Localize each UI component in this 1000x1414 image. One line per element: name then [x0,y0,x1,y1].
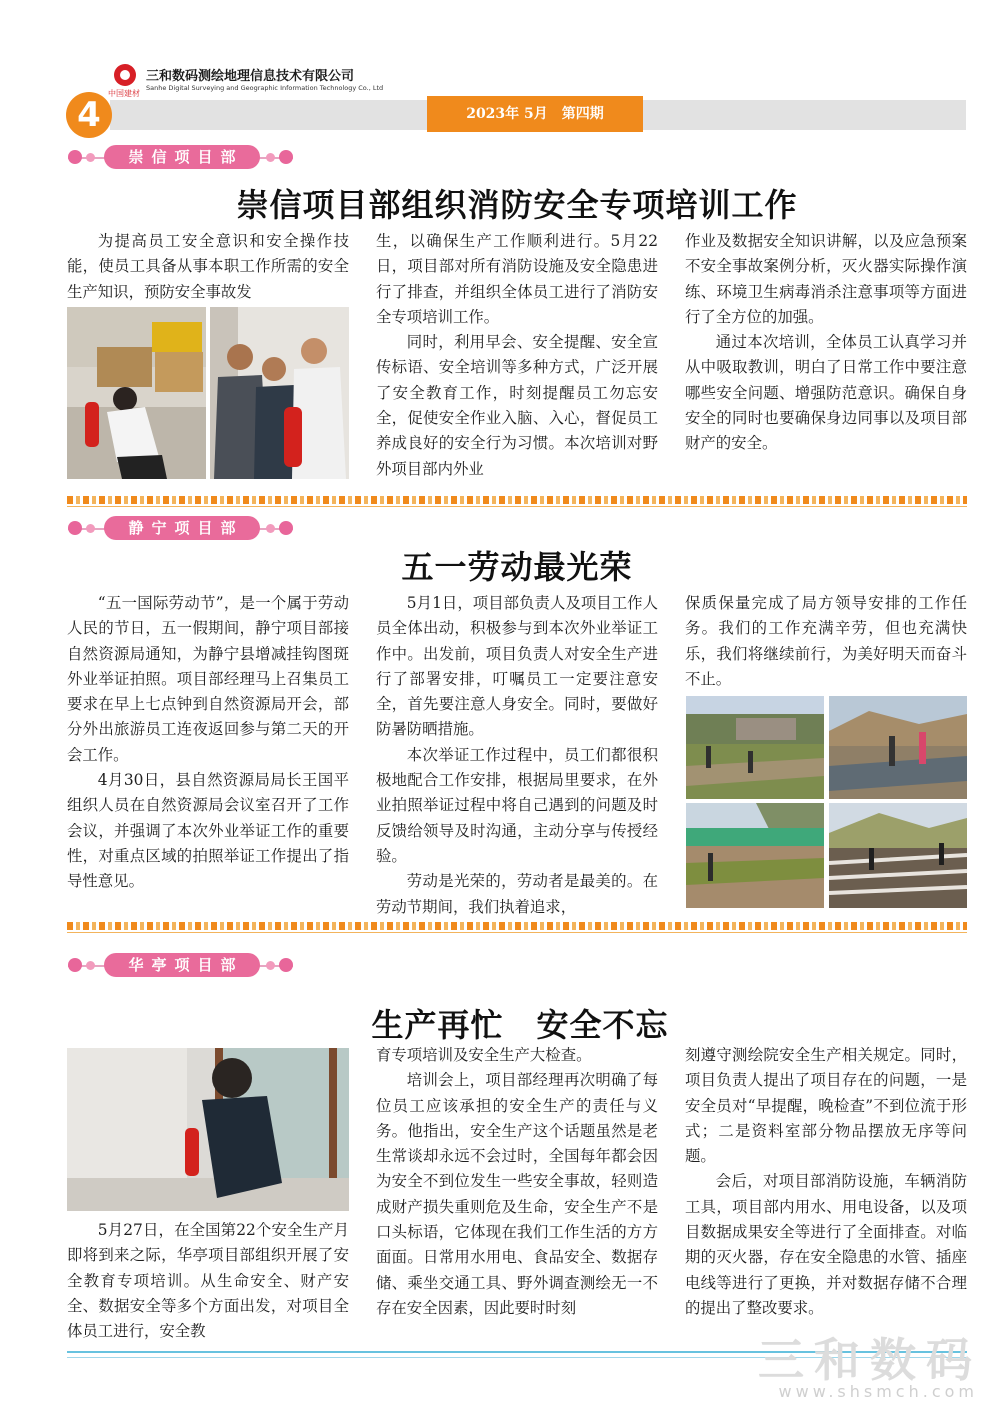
paragraph: 培训会上，项目部经理再次明确了每位员工应该承担的安全生产的责任与义务。他指出，安全生产这个话题虽然是老生常谈却永远不会过时，全国每年都会因为安全不到位发生一些安全事故，轻则造成财产损失重则危及生命，安全生产不是口头标语，它体现在我们工作生活的方方面面。日常用水用电、食品安全、数据存储、乘坐交通工具、野外调查测绘无一不存在安全因素，因此要时时刻 [376,1071,658,1317]
flower-icon [86,153,95,162]
flower-icon [68,521,82,535]
flower-icon [86,961,95,970]
section-divider-line [67,506,967,507]
paragraph: 生，以确保生产工作顺利进行。5月22日，项目部对所有消防设施及安全隐患进行了排查，并组织全体员工进行了消防安全专项培训工作。 [376,232,658,326]
article-column [376,591,658,920]
logo-caption: 中国建材 [108,89,140,98]
article-column [67,229,349,305]
section-divider-line [67,932,967,933]
section-tag-label: 华亭项目部 [104,953,260,977]
paragraph: 育专项培训及安全生产大检查。 [376,1046,592,1064]
watermark-text: 三和数码 [758,1333,982,1387]
paragraph: 同时，利用早会、安全提醒、安全宣传标语、安全培训等多种方式，广泛开展了安全教育工作，时刻提醒员工勿忘安全，促使安全作业入脑、入心，督促员工养成良好的安全行为习惯。本次培训对野外项目部内外业 [376,333,658,478]
photo-extinguisher-demonstration [210,307,349,479]
paragraph: 5月27日，在全国第22个安全生产月即将到来之际，华亭项目部组织开展了安全教育专项培训。从生命安全、财产安全、数据安全等多个方面出发，对项目全体员工进行，安全教 [67,1221,349,1341]
paragraph: 劳动是光荣的，劳动者是最美的。在劳动节期间，我们执着追求， [376,872,658,916]
article-column [67,1218,349,1344]
paragraph: 4月30日，县自然资源局局长王国平组织人员在自然资源局会议室召开了工作会议，并强调了本次外业举证工作的重要性，对重点区域的拍照举证工作提出了指导性意见。 [67,771,349,891]
article-column [685,591,967,692]
issue-label: 2023年 5月 第四期 [427,96,643,132]
page-number: 4 [66,92,112,138]
article-column [685,229,967,457]
photo-field-survey-1 [686,696,824,799]
article-title: 崇信项目部组织消防安全专项培训工作 [236,186,798,224]
flower-icon [279,958,293,972]
section-divider [67,922,967,930]
flower-icon [68,150,82,164]
article-column [67,591,349,895]
section-tag-label: 崇信项目部 [104,145,260,169]
photo-field-survey-2 [829,696,967,799]
watermark-url: www.shsmch.com [778,1382,978,1401]
photo-field-survey-4 [829,803,967,908]
paragraph: “五一国际劳动节”，是一个属于劳动人民的节日，五一假期间，静宁项目部接自然资源局通知，为静宁县增减挂钩图斑外业举证拍照。项目部经理马上召集员工要求在早上七点钟到自然资源局开会，部分外出旅游员工连夜返回参与第二天的开会工作。 [67,594,349,764]
company-name-en: Sanhe Digital Surveying and Geographic Information Technology Co., Ltd [146,84,384,92]
company-name-cn: 三和数码测绘地理信息技术有限公司 [146,69,355,84]
section-tag-jingning [68,513,293,543]
section-tag-label: 静宁项目部 [104,516,260,540]
paragraph: 会后，对项目部消防设施，车辆消防工具，项目部内用水、用电设备，以及项目数据成果安全等进行了全面排查。对临期的灭火器，存在安全隐患的水管、插座电线等进行了更换，并对数据存储不合理的提出了整改要求。 [685,1172,967,1317]
flower-icon [279,150,293,164]
flower-icon [68,958,82,972]
photo-field-survey-3 [686,803,824,908]
paragraph: 通过本次培训，全体员工认真学习并从中吸取教训，明白了日常工作中要注意哪些安全问题、增强防范意识。确保自身安全的同时也要确保身边同事以及项目部财产的安全。 [685,333,967,453]
section-divider [67,496,967,504]
article-title: 五一劳动最光荣 [401,548,633,586]
flower-icon [266,524,275,533]
section-tag-chongxin [68,142,293,172]
flower-icon [266,961,275,970]
article-column [376,1043,658,1321]
flower-icon [86,524,95,533]
article-column [685,1043,967,1321]
flower-icon [279,521,293,535]
company-logo-icon [114,64,136,86]
flower-icon [266,153,275,162]
paragraph: 本次举证工作过程中，员工们都很积极地配合工作安排，根据局里要求，在外业拍照举证过程中将自己遇到的问题及时反馈给领导及时沟通，主动分享与传授经验。 [376,745,658,865]
article-column [376,229,658,482]
photo-fire-extinguisher-training [67,307,206,479]
paragraph: 5月1日，项目部负责人及项目工作人员全体出动，积极参与到本次外业举证工作中。出发前，项目负责人对安全生产进行了部署安排，叮嘱员工一定要注意安全，首先要注意人身安全。同时，要做好防暑防晒措施。 [376,594,658,739]
article-title: 生产再忙 安全不忘 [371,1006,669,1044]
paragraph: 作业及数据安全知识讲解，以及应急预案不安全事故案例分析，灭火器实际操作演练、环境卫生病毒消杀注意事项等方面进行了全方位的加强。 [685,232,967,326]
paragraph: 保质保量完成了局方领导安排的工作任务。我们的工作充满辛劳，但也充满快乐，我们将继续前行，为美好明天而奋斗不止。 [685,594,967,688]
paragraph: 刻遵守测绘院安全生产相关规定。同时，项目负责人提出了项目存在的问题，一是安全员对“早提醒，晚检查”不到位流于形式；二是资料室部分物品摆放无序等问题。 [685,1046,967,1166]
photo-extinguisher-inspection [67,1048,349,1211]
section-tag-huating [68,950,293,980]
paragraph: 为提高员工安全意识和安全操作技能，使员工具备从事本职工作所需的安全生产知识，预防安全事故发 [67,232,349,301]
